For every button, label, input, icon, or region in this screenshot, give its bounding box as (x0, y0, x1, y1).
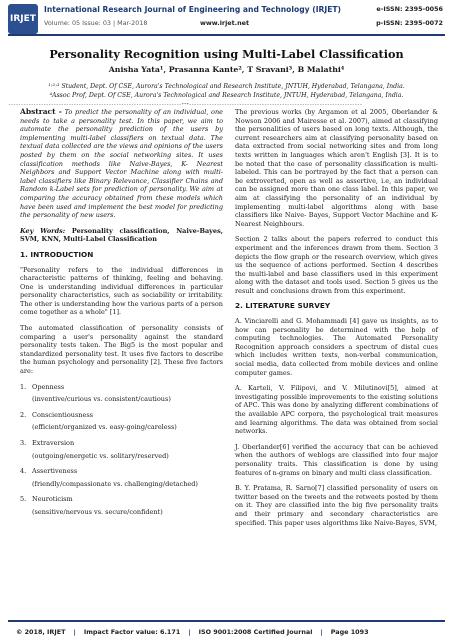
left-column (20, 108, 223, 524)
abstract-text: To predict the personality of an individual, one needs to take a personality test. In this paper, we aim to automate the personality prediction of the users by implementing multi-label classifiers on textual data. The textual data collected are the views and opinions of the users posted by them on the social networking sites. It uses classification methods like Naive-Bayes, K- Nearest Neighbors and Support Vector Machine along with multi-label classifiers like Binary Relevance, Classifier Chains and Random k-Label sets for prediction of personality. We aim at comparing the accuracy obtained from these models which have been used and implement the best model for predicting the personality of new users. (20, 108, 224, 220)
iso-certification: ISO 9001:2008 Certified Journal (198, 628, 313, 636)
abstract-label: Abstract - (20, 107, 62, 116)
paper-authors: Anisha Yata¹, Prasanna Kante², T Sravani³, B Malathi⁴ (108, 65, 345, 74)
copyright: © 2018, IRJET (16, 628, 66, 636)
list-item: 5. Neuroticism (sensitive/nervous vs. secure/confident) (20, 495, 163, 516)
journal-website[interactable]: www.irjet.net (200, 19, 250, 27)
literature-paragraph-2: A. Karteli, V. Filipovi, and V. Milutinovi[5], aimed at investigating possible improvements to the existing solutions of APC. This was done by analyzing different combinations of the available APC corpora, the psychological trait measures and learning algorithms. The data was obtained from social networks. (235, 384, 438, 436)
list-item: 1. Openness (inventive/curious vs. consistent/cautious) (20, 382, 171, 404)
affiliations (20, 82, 433, 100)
header-rule (8, 34, 445, 36)
eissn: e-ISSN: 2395-0056 (376, 5, 443, 13)
abstract (20, 108, 223, 220)
list-item: 3. Extraversion (outgoing/energetic vs. solitary/reserved) (20, 439, 169, 460)
keywords (20, 227, 223, 244)
paper-title: Personality Recognition using Multi-Label Classification (49, 47, 404, 61)
intro-heading: 1. INTRODUCTION (20, 249, 94, 259)
literature-paragraph-4: B. Y. Pratama, R. Sarno[7] classified personality of users on twitter based on the tweets and the retweets posted by them on it. They are classified into the big five personality traits and their primary and secondary characteristics are specified. This paper uses algorithms like Naive-Bayes, SVM, (235, 484, 438, 527)
journal-header (0, 0, 453, 40)
volume-issue: Volume: 05 Issue: 03 | Mar-2018 (44, 19, 148, 27)
prior-work-paragraph: The previous works (by Argamon et al 2005, Oberlander & Nowson 2006 and Mairesse et al. 2007), aimed at classifying the personalities of users based on long texts. Although, the current researchers aim at classifying personality based on data extracted from social networking sites and from long texts written in languages which aren't English [3]. It is to be noted that the case of personality classification is multi-labeled. This can be portrayed by the fact that a person can be extroverted, open as well as assertive, i.e, an individual can be assigned more than one class label. In this paper, we aim at classifying the personality of an individual by implementing multi-label algorithms along with base classifiers like Naive- Bayes, Support Vector Machine and K-Nearest Neighbours. (235, 108, 438, 228)
literature-paragraph-3: J. Oberlander[6] verified the accuracy that can be achieved when the authors of weblogs are classified into four major personality traits. This classification is done by using features of n-grams on binary and multi class classification. (235, 442, 438, 477)
impact-factor: Impact Factor value: 6.171 (83, 628, 181, 636)
big-five-list (20, 383, 223, 517)
literature-paragraph-1: A. Vinciarelli and G. Mohammadi [4] gave us insights, as to how can personality be determined with the help of computing technologies. The Automated Personality Recognition approach considers a spectrum of distal cues which includes written texts, non-verbal communication, social media, data collected from mobile devices and online computer games. (235, 317, 438, 377)
list-item: 2. Conscientiousness (efficient/organized vs. easy-going/careless) (20, 410, 177, 432)
outline-paragraph: Section 2 talks about the papers referred to conduct this experiment and the inferences drawn from them. Section 3 depicts the flow graph or the research overview, which gives us the sequence of actions performed. Section 4 describes the multi-label and base classifiers used in this experiment along with the dataset and tools used. Section 5 gives us the result and conclusions drawn from this experiment. (235, 235, 438, 295)
literature-heading: 2. LITERATURE SURVEY (235, 301, 331, 311)
journal-logo: IRJET (8, 4, 38, 34)
keywords-label: Key Words: (20, 226, 66, 235)
page-number: Page 1093 (330, 628, 369, 636)
affiliation-professor: ⁴Assoc Prof, Dept. Of CSE, Aurora's Technological and Research Institute, JNTUH, Hyderabad, Telangana, India. (49, 92, 404, 99)
intro-paragraph-2: The automated classification of personality consists of comparing a user's personality against the standard personality tests taken. The Big5 is the most popular and standardized personality test. It uses five factors to describe the human psychology and personality [2]. These five factors are: (20, 324, 223, 376)
keywords-text: Personality classification, Naive-Bayes, SVM, KNN, Multi-Label Classification (20, 226, 223, 244)
list-item: 4. Assertiveness (friendly/compassionate vs. challenging/detached) (20, 467, 198, 488)
intro-paragraph-1: "Personality refers to the individual differences in characteristic patterns of thinking, feeling and behaving. One is understanding individual differences in particular personality characteristics, such as sociability or irritability. The other is understanding how the various parts of a person come together as a whole" [1]. (20, 265, 223, 317)
affiliation-students: ¹˒²˒³ Student, Dept. Of CSE, Aurora's Technological and Research Institute, JNTUH, Hyderabad, Telangana, India. (48, 83, 405, 90)
section-separator: ---------------------------------------------------------------------***--------------------------------------------------------------------- (8, 103, 362, 107)
page-footer: © 2018, IRJET | Impact Factor value: 6.171 | ISO 9001:2008 Certified Journal | Page 1093 (8, 620, 445, 642)
pissn: p-ISSN: 2395-0072 (376, 19, 443, 27)
right-column (235, 108, 438, 534)
journal-title: International Research Journal of Engineering and Technology (IRJET) (44, 5, 342, 14)
